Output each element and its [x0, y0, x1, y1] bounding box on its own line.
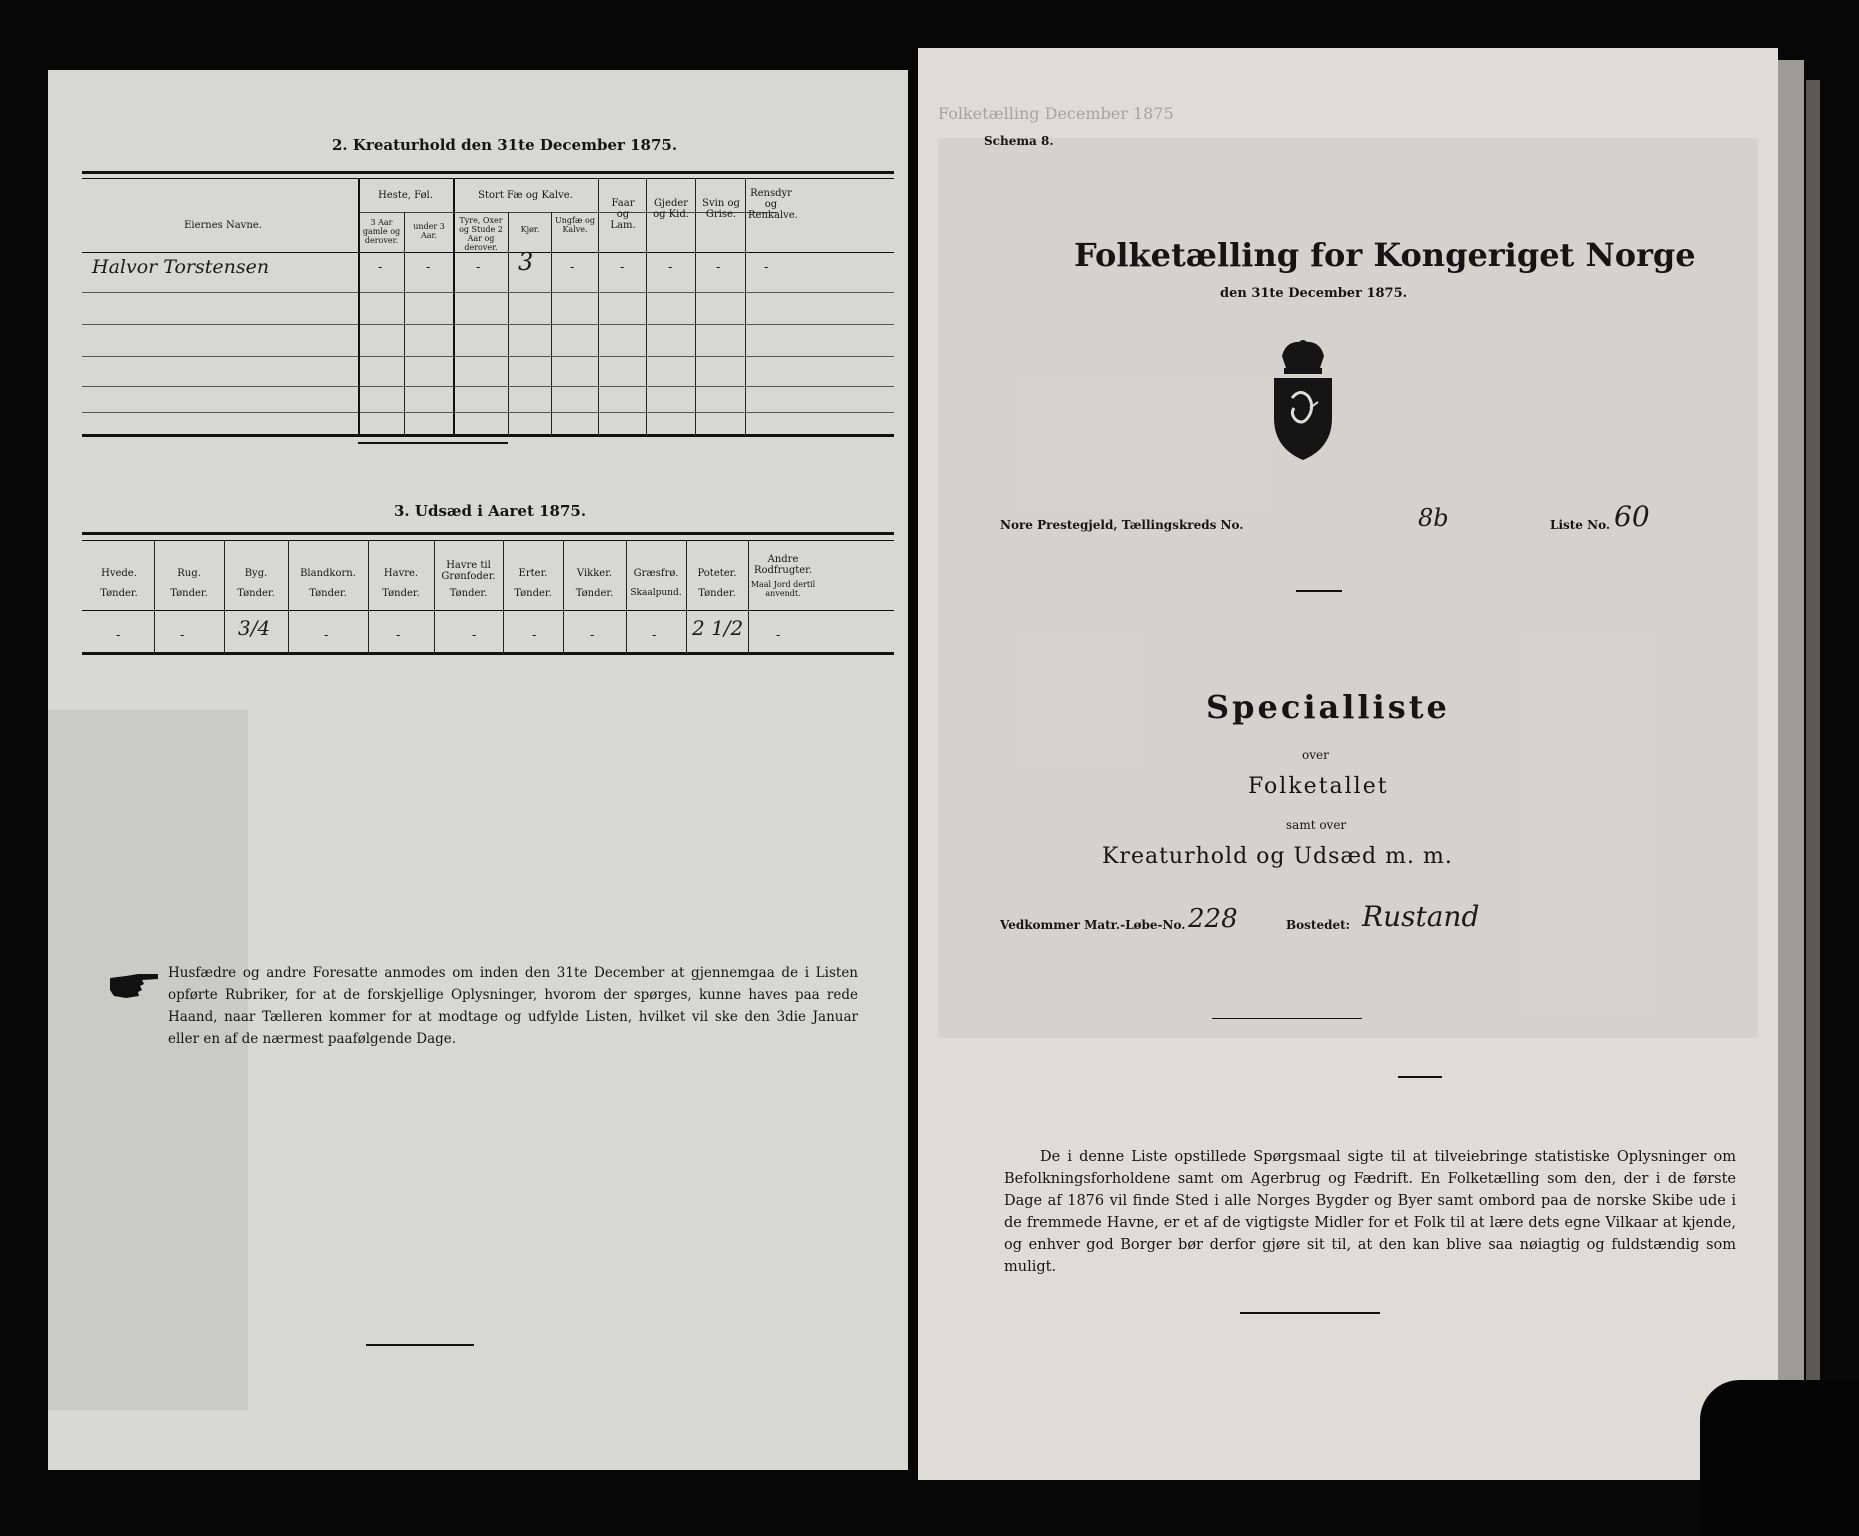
kreds-number: 8b — [1418, 504, 1449, 532]
left-page — [48, 70, 908, 1470]
crop-gronfoder-unit: Tønder. — [449, 588, 488, 599]
section3-title: 3. Udsæd i Aaret 1875. — [394, 502, 587, 520]
right-page — [918, 48, 1778, 1480]
header-faar: Faar og Lam. — [610, 198, 636, 231]
crop-erter: Erter. — [518, 568, 548, 579]
crop-val-rodfrugter: - — [776, 628, 781, 643]
crop-rule — [82, 652, 894, 655]
info-paragraph: De i denne Liste opstillede Spørgsmaal sigte til at tilveiebringe statistiske Oplysninger om Befolkningsforholdene samt om Agerbrug og Fædrift. En Folketælling som den, der i de første Dage af 1876 vil finde Sted i alle Norges Bygder og Byer samt ombord paa de norske Skibe ude i de fremmede Havne, er et af de vigtigste Midler for et Folk til at lære dets egne Vilkaar at kjende, og enhver god Borger bør derfor gjøre sit til, at den kan blive saa nøiagtig og fuldstændig som muligt. — [1004, 1149, 1736, 1275]
samt-over-text: samt over — [1286, 818, 1347, 832]
separator-line — [358, 442, 508, 444]
header-heste: Heste, Føl. — [378, 190, 433, 201]
census-date: den 31te December 1875. — [1220, 286, 1408, 301]
header-fae-sub1: Tyre, Oxer og Stude 2 Aar og derover. — [459, 216, 503, 252]
crop-val-graesfro: - — [652, 628, 657, 643]
folketallet-heading: Folketallet — [1248, 774, 1389, 799]
header-fae-sub2: Kjør. — [520, 225, 540, 234]
crop-vikker: Vikker. — [576, 568, 613, 579]
cell-heste-old: - — [378, 260, 383, 275]
header-owner: Eiernes Navne. — [184, 220, 262, 231]
header-fae-sub3: Ungfæ og Kalve. — [555, 216, 595, 234]
bostedet-label: Bostedet: — [1286, 918, 1351, 932]
crop-rule — [82, 540, 894, 541]
crop-gronfoder: Havre til Grønfoder. — [441, 560, 496, 582]
crop-havre: Havre. — [383, 568, 419, 579]
col-rule — [404, 212, 405, 436]
rule-2 — [1398, 1076, 1442, 1078]
header-rensdyr: Rensdyr og Renkalve. — [748, 188, 798, 221]
rule-1 — [1212, 1018, 1362, 1019]
header-svin: Svin og Grise. — [702, 198, 740, 220]
crop-poteter-unit: Tønder. — [698, 588, 736, 599]
cell-svin: - — [716, 260, 721, 275]
bottom-rule — [366, 1344, 474, 1346]
coat-of-arms-icon — [1266, 338, 1340, 464]
matr-label: Vedkommer Matr.-Løbe-No. — [1000, 918, 1186, 932]
table-rule — [82, 252, 894, 253]
book-edge-right — [1778, 60, 1804, 1480]
crop-havre-unit: Tønder. — [382, 588, 420, 599]
cell-gjeder: - — [668, 260, 673, 275]
crop-poteter: Poteter. — [697, 568, 737, 579]
liste-number: 60 — [1614, 500, 1650, 533]
bottom-rule-right — [1240, 1312, 1380, 1314]
col-rule — [646, 178, 647, 436]
crop-val-erter: - — [532, 628, 537, 643]
crop-rule — [82, 610, 894, 611]
crop-rule — [82, 532, 894, 535]
cell-rensdyr: - — [764, 260, 769, 275]
crop-rodfrugter: Andre Rodfrugter. — [753, 554, 813, 576]
crop-val-blandkorn: - — [324, 628, 329, 643]
crop-blandkorn-unit: Tønder. — [309, 588, 347, 599]
prestegjeld-label: Nore Prestegjeld, Tællingskreds No. — [1000, 518, 1244, 532]
owner-name: Halvor Torstensen — [92, 256, 270, 278]
table-rule — [82, 412, 894, 413]
col-rule — [508, 212, 509, 436]
notice-paragraph: Husfædre og andre Foresatte anmodes om inden den 31te December at gjennemgaa de i Listen opførte Rubriker, for at de forskjellige Oplysninger, hvorom der spørges, kunne haves paa rede Haand, naar Tælleren kommer for at modtage og udfylde Listen, hvilket vil ske den 3die Januar eller en af de nærmest paafølgende Dage. — [168, 965, 858, 1047]
crop-byg-unit: Tønder. — [237, 588, 275, 599]
kreaturhold-heading: Kreaturhold og Udsæd m. m. — [1102, 844, 1453, 869]
table-rule — [82, 292, 894, 293]
cell-heste-young: - — [426, 260, 431, 275]
book-edge-right-2 — [1806, 80, 1820, 1460]
crop-byg: Byg. — [244, 568, 268, 579]
crop-val-poteter: 2 1/2 — [692, 616, 744, 640]
crop-blandkorn: Blandkorn. — [300, 568, 356, 579]
crop-val-byg: 3/4 — [238, 616, 271, 640]
crop-vikker-unit: Tønder. — [575, 588, 614, 599]
col-rule — [598, 178, 599, 436]
col-rule — [695, 178, 696, 436]
schema-label: Schema 8. — [984, 134, 1054, 148]
table-rule — [82, 386, 894, 387]
liste-label: Liste No. — [1550, 518, 1611, 532]
crop-rodfrugter-unit: Maal Jord dertil anvendt. — [750, 580, 816, 598]
crop-erter-unit: Tønder. — [514, 588, 552, 599]
crop-val-hvede: - — [116, 628, 121, 643]
page-corner-shadow — [1700, 1380, 1859, 1536]
crop-hvede-unit: Tønder. — [100, 588, 138, 599]
crop-rug: Rug. — [177, 568, 201, 579]
bostedet-value: Rustand — [1362, 900, 1480, 933]
cell-kjor: 3 — [518, 248, 534, 276]
cell-tyre: - — [476, 260, 481, 275]
table-rule — [82, 434, 894, 437]
crop-graesfro: Græsfrø. — [633, 568, 679, 579]
table-rule — [82, 171, 894, 174]
section2-title: 2. Kreaturhold den 31te December 1875. — [332, 136, 678, 154]
cell-faar: - — [620, 260, 625, 275]
table-rule — [82, 178, 894, 179]
crop-val-havre: - — [396, 628, 401, 643]
crop-rug-unit: Tønder. — [170, 588, 208, 599]
title-rule — [1296, 590, 1342, 592]
header-stort-fae: Stort Fæ og Kalve. — [478, 190, 573, 201]
main-title: Folketælling for Kongeriget Norge — [1074, 236, 1696, 274]
header-heste-sub1: 3 Aar gamle og derover. — [362, 218, 401, 245]
col-rule — [745, 178, 746, 436]
header-gjeder: Gjeder og Kid. — [653, 198, 689, 220]
cell-ungfae: - — [570, 260, 575, 275]
bleed-through — [48, 710, 248, 1410]
crop-val-vikker: - — [590, 628, 595, 643]
col-rule — [358, 178, 360, 436]
faded-stamp: Folketælling December 1875 — [938, 104, 1174, 123]
crop-hvede: Hvede. — [101, 568, 137, 579]
table-rule — [82, 356, 894, 357]
crop-graesfro-unit: Skaalpund. — [630, 588, 682, 598]
header-heste-sub2: under 3 Aar. — [413, 222, 445, 240]
specialliste-heading: Specialliste — [1206, 688, 1450, 726]
over-text-1: over — [1302, 748, 1329, 762]
crop-val-gronfoder: - — [472, 628, 477, 643]
matr-number: 228 — [1188, 904, 1238, 934]
crop-val-rug: - — [180, 628, 185, 643]
col-rule — [551, 212, 552, 436]
crop-col — [748, 540, 749, 654]
table-rule — [82, 324, 894, 325]
pointing-hand-icon — [108, 970, 160, 1002]
